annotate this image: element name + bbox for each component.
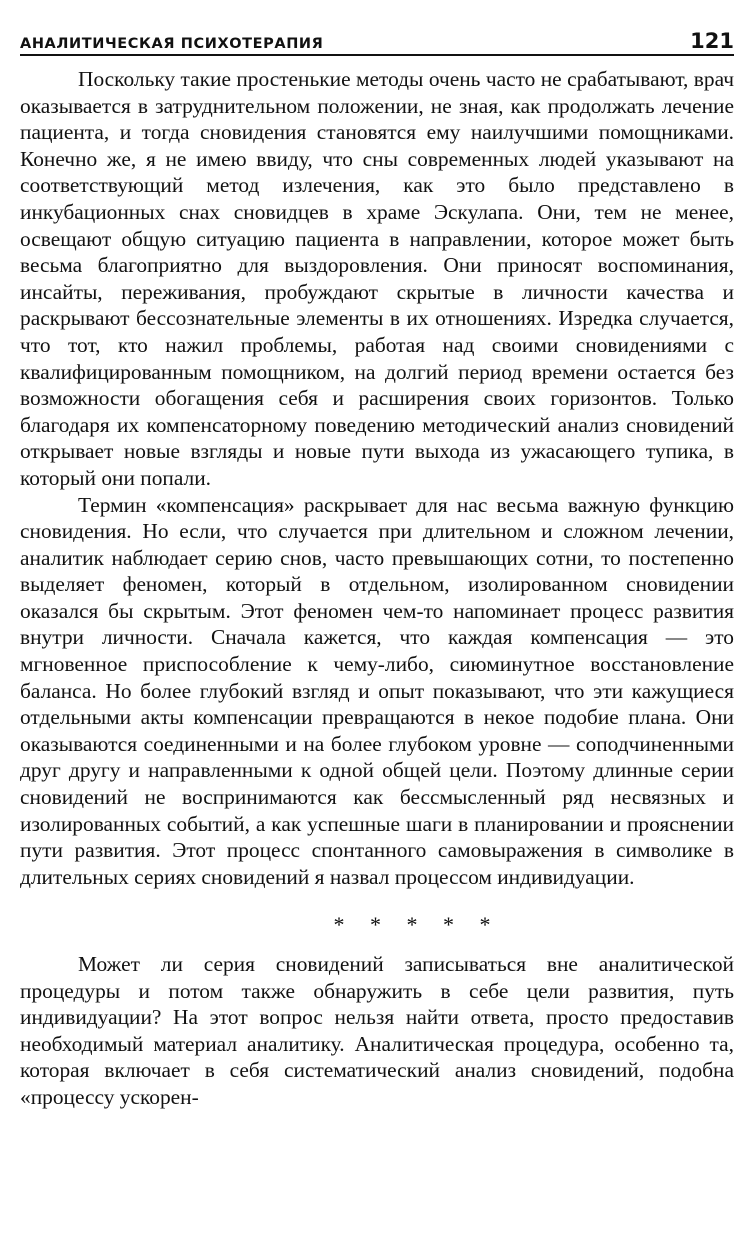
running-head-title: АНАЛИТИЧЕСКАЯ ПСИХОТЕРАПИЯ [20, 36, 324, 52]
section-separator: * * * * * [333, 912, 501, 938]
running-head [20, 28, 734, 56]
paragraph-3: Может ли серия сновидений записываться вне аналитической процедуры и потом также обнаружить в себе цели развития, путь индивидуации? На этот вопрос нельзя найти ответа, просто предоставив необходимый материал аналитику. Аналитическая процедура, особенно та, которая включает в себя систематический анализ сновидений, подобна «процессу ускорен- [20, 952, 734, 1109]
paragraph-1: Поскольку такие простенькие методы очень часто не срабатывают, врач оказывается в затруднительном положении, не зная, как продолжать лечение пациента, и тогда сновидения становятся ему наилучшими помощниками. Конечно же, я не имею ввиду, что сны современных людей указывают на соответствующий метод излечения, как это было представлено в инкубационных снах сновидцев в храме Эскулапа. Они, тем не менее, освещают общую ситуацию пациента в направлении, которое может быть весьма благоприятно для выздоровления. Они приносят воспоминания, инсайты, переживания, пробуждают скрытые в личности качества и раскрывают бессознательные элементы в их отношениях. Изредка случается, что тот, кто нажил проблемы, работая над своими сновидениями с квалифицированным помощником, на долгий период времени остается без возможности обогащения себя и расширения своих горизонтов. Только благодаря их компенсаторному поведению методический анализ сновидений открывает новые взгляды и новые пути выхода из ужасающего тупика, в который они попали. [20, 67, 734, 490]
body-text [20, 66, 734, 1111]
paragraph-2: Термин «компенсация» раскрывает для нас весьма важную функцию сновидения. Но если, что случается при длительном и сложном лечении, аналитик наблюдает серию снов, часто превышающих сотни, то постепенно выделяет феномен, который в отдельном, изолированном сновидении оказался бы скрытым. Этот феномен чем-то напоминает процесс развития внутри личности. Сначала кажется, что каждая компенсация — это мгновенное приспособление к чему-либо, сиюминутное восстановление баланса. Но более глубокий взгляд и опыт показывают, что эти кажущиеся отдельными акты компенсации превращаются в некое подобие плана. Они оказываются соединенными и на более глубоком уровне — соподчиненными друг другу и направленными к одной общей цели. Поэтому длинные серии сновидений не воспринимаются как бессмысленный ряд несвязных и изолированных событий, а как успешные шаги в планировании и прояснении пути развития. Этот процесс спонтанного самовыражения в символике в длительных сериях сновидений я назвал процессом индивидуации. [20, 492, 734, 889]
book-page [20, 28, 734, 1111]
page-number: 121 [690, 29, 734, 53]
